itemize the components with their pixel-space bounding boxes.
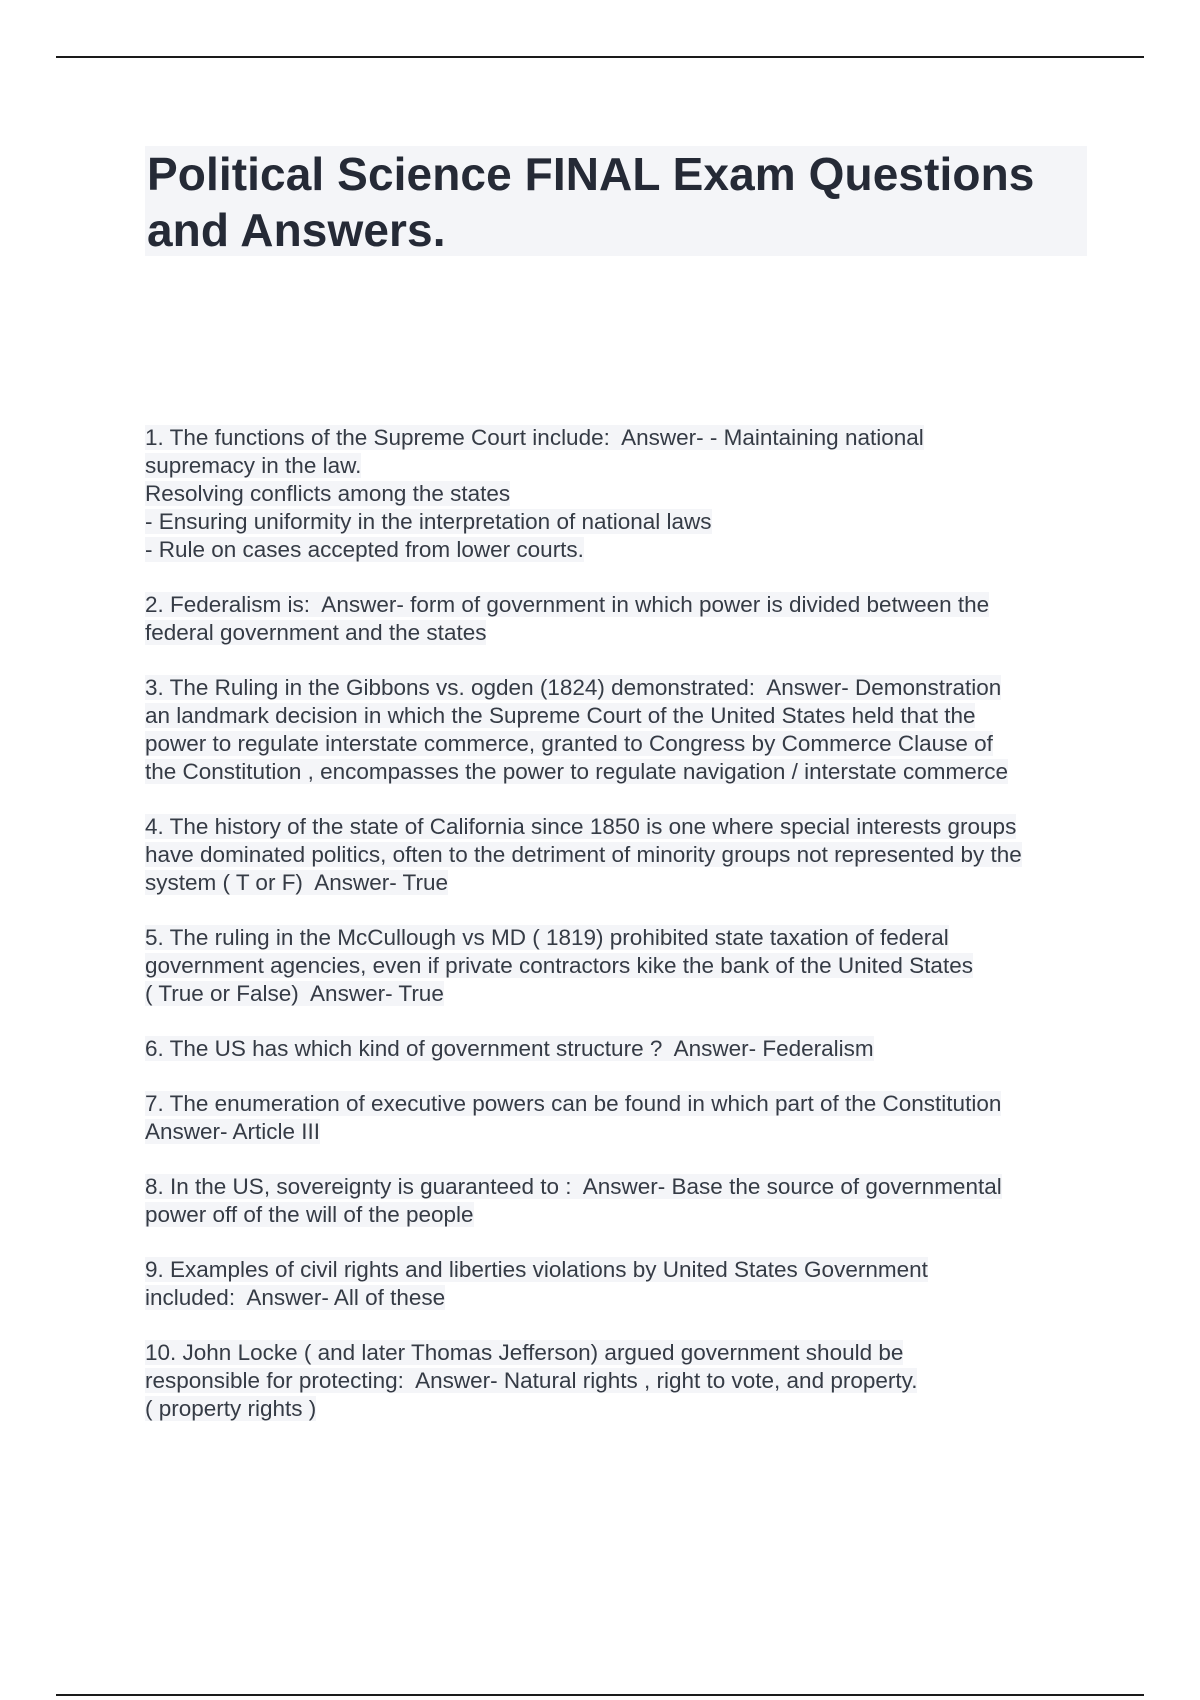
qa-line: Answer- Article III [145, 1119, 321, 1144]
qa-item-2 [145, 591, 1105, 647]
qa-line: power to regulate interstate commerce, granted to Congress by Commerce Clause of [145, 731, 993, 756]
qa-line: 5. The ruling in the McCullough vs MD ( 1819) prohibited state taxation of federal [145, 925, 949, 950]
qa-item-5 [145, 924, 1105, 1008]
qa-line: system ( T or F) Answer- True [145, 870, 448, 895]
qa-line: 4. The history of the state of California since 1850 is one where special interests groups [145, 814, 1017, 839]
qa-line: supremacy in the law. [145, 453, 362, 478]
qa-line: an landmark decision in which the Supreme Court of the United States held that the [145, 703, 976, 728]
title-block [145, 146, 1087, 256]
qa-line: 8. In the US, sovereignty is guaranteed to : Answer- Base the source of governmental [145, 1174, 1002, 1199]
qa-line: 6. The US has which kind of government structure ? Answer- Federalism [145, 1036, 874, 1061]
page-title [145, 146, 1087, 258]
qa-line: 1. The functions of the Supreme Court include: Answer- - Maintaining national [145, 425, 924, 450]
qa-line: - Rule on cases accepted from lower courts. [145, 537, 584, 562]
qa-line: - Ensuring uniformity in the interpretation of national laws [145, 509, 712, 534]
qa-line: 9. Examples of civil rights and liberties violations by United States Government [145, 1257, 928, 1282]
bottom-rule [56, 1694, 1144, 1696]
qa-line: ( True or False) Answer- True [145, 981, 444, 1006]
qa-line: ( property rights ) [145, 1396, 317, 1421]
qa-item-7 [145, 1090, 1105, 1146]
qa-line: 3. The Ruling in the Gibbons vs. ogden (1824) demonstrated: Answer- Demonstration [145, 675, 1002, 700]
qa-item-3 [145, 674, 1105, 786]
qa-item-8 [145, 1173, 1105, 1229]
qa-item-9 [145, 1256, 1105, 1312]
qa-line: Resolving conflicts among the states [145, 481, 511, 506]
qa-line: have dominated politics, often to the detriment of minority groups not represented by the [145, 842, 1022, 867]
qa-line: 7. The enumeration of executive powers can be found in which part of the Constitution [145, 1091, 1002, 1116]
qa-line: 2. Federalism is: Answer- form of government in which power is divided between the [145, 592, 990, 617]
qa-line: power off of the will of the people [145, 1202, 474, 1227]
qa-item-1 [145, 424, 1105, 564]
qa-line: responsible for protecting: Answer- Natural rights , right to vote, and property. [145, 1368, 918, 1393]
qa-list [145, 424, 1105, 1450]
qa-item-4 [145, 813, 1105, 897]
top-rule [56, 56, 1144, 58]
qa-item-10 [145, 1339, 1105, 1423]
qa-line: federal government and the states [145, 620, 487, 645]
qa-line: government agencies, even if private contractors kike the bank of the United States [145, 953, 973, 978]
qa-item-6 [145, 1035, 1105, 1063]
title-line: and Answers. [147, 204, 446, 256]
qa-line: the Constitution , encompasses the power to regulate navigation / interstate commerce [145, 759, 1008, 784]
title-line: Political Science FINAL Exam Questions [147, 148, 1035, 200]
qa-line: included: Answer- All of these [145, 1285, 446, 1310]
qa-line: 10. John Locke ( and later Thomas Jefferson) argued government should be [145, 1340, 904, 1365]
